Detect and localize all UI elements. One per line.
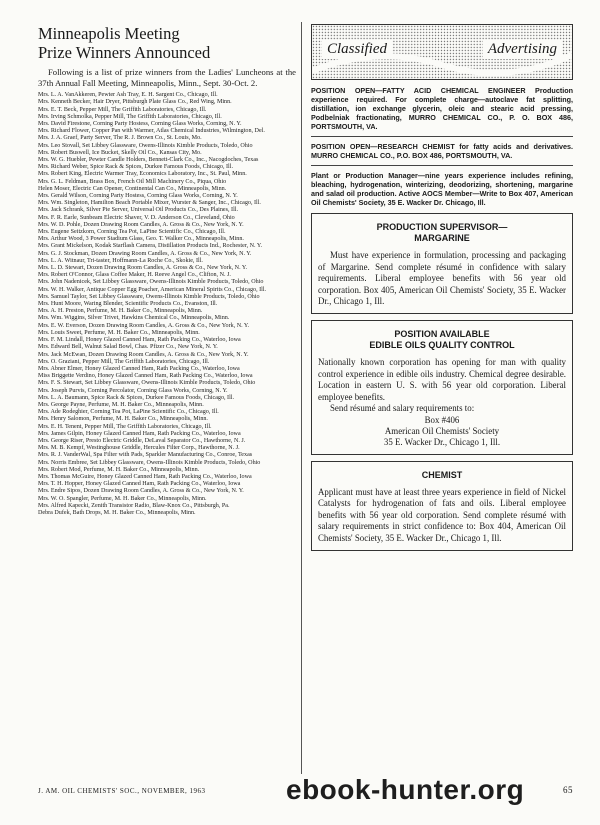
box-body: Applicant must have at least three years experience in field of Nickel Catalysts for hydrogenation of fats and oils. Liberal employee benefits with 56 year old corporation. Send complete résumé with salary requirements in strict confidence to: Box 404, American Oil Chemists' Society, 35 E. Wacker Dr., Chicago 1, Ill. (318, 486, 566, 543)
winner-entry: Mrs. F. R. Earle, Sunbeam Electric Shaver, V. D. Anderson Co., Cleveland, Ohio (38, 214, 235, 221)
box-title (318, 329, 566, 351)
winner-entry: Mrs. A. H. Preston, Perfume, M. H. Baker Co., Minneapolis, Minn. (38, 308, 203, 315)
winner-entry: Mrs. Kenneth Becker, Hair Dryer, Pittsburgh Plate Glass Co., Red Wing, Minn. (38, 99, 232, 106)
box-title-line: PRODUCTION SUPERVISOR— (376, 222, 508, 232)
winner-entry: Mrs. Irving Schmolka, Pepper Mill, The Griffith Laboratories, Chicago, Ill. (38, 113, 222, 120)
winner-entry: Mrs. E. H. Tenent, Pepper Mill, The Griffith Laboratories, Chicago, Ill. (38, 423, 212, 430)
winner-entry: Mrs. W. H. Walker, Antique Copper Egg Poacher, American Mineral Spirits Co., Chicago, Ill. (38, 286, 267, 293)
box-body: Nationally known corporation has opening for man with quality control experience in edible oils industry. Chemical degree desirable. Location in eastern U. S. with 56 year old corporation. Liberal employee benefits. (318, 356, 566, 402)
box-send-line: Send résumé and salary requirements to: (330, 403, 475, 414)
banner-word-advertising: Advertising (483, 40, 562, 59)
winner-entry: Mrs. F. M. Lindall, Honey Glazed Canned Ham, Rath Packing Co., Waterloo, Iowa (38, 337, 241, 344)
ad-fatty-acid-engineer: POSITION OPEN—FATTY ACID CHEMICAL ENGINEER Production experience required. For complete charge—autoclave fat splitting, distillation, ion exchange glycerin, oleic and stearic acid pressing, Podbelniak fractionating, MURRO CHEMICAL CO., P. O. BOX 486, PORTSMOUTH, VA. (311, 86, 573, 131)
winner-entry: Mrs. Robert Mod, Perfume, M. H. Baker Co., Minneapolis, Minn. (38, 466, 200, 473)
winner-entry: Mrs. Robert Buswell, Ice Bucket, Skelly Oil Co., Kansas City, Mo. (38, 149, 202, 156)
watermark: ebook-hunter.org (286, 774, 525, 805)
winner-entry: Mrs. Hunt Moore, Waring Blender, Scientific Products Co., Evanston, Ill. (38, 301, 218, 308)
winner-entry: Mrs. M. B. Kempf, Westinghouse Griddle, Hercules Filter Corp., Hawthorne, N. J. (38, 445, 240, 452)
box-address-line: Box #406 (424, 414, 460, 425)
box-title-line: EDIBLE OILS QUALITY CONTROL (369, 339, 515, 350)
winner-entry: Mrs. O. Graziani, Pepper Mill, The Griffith Laboratories, Chicago, Ill. (38, 358, 210, 365)
article-intro: Following is a list of prize winners from the Ladies' Luncheons at the 37th Annual Fall Meeting, Minneapolis, Minn., Sept. 30-Oct. 2. (38, 67, 296, 88)
winner-entry: Mrs. James Gilpin, Honey Glazed Canned Ham, Rath Packing Co., Waterloo, Iowa (38, 430, 241, 437)
classified-column (311, 24, 573, 551)
winner-entry: Mrs. Alfred Kapecki, Zenith Transistor Radio, Blaw-Knox Co., Pittsburgh, Pa. (38, 502, 230, 509)
column-divider (301, 22, 302, 774)
winner-entry: Mrs. W. O. Spangler, Perfume, M. H. Baker Co., Minneapolis, Minn. (38, 495, 207, 502)
page-number: 65 (563, 785, 573, 795)
ad-plant-manager: Plant or Production Manager—nine years experience includes refining, bleaching, hydrogenation, winterizing, deodorizing, shortening, margarine and salad oil production. Active AOCS Member—Write to Box 407, American Oil Chemists' Society, 35 E. Wacker Dr. Chicago, Ill. (311, 171, 573, 207)
winner-entry: Debra Dufek, Bath Drops, M. H. Baker Co., Minneapolis, Minn. (38, 509, 196, 516)
winner-entry: Mrs. Thomas McGuire, Honey Glazed Canned Ham, Rath Packing Co., Waterloo, Iowa (38, 473, 252, 480)
winner-entry: Mrs. F. S. Stewart, Set Libbey Glassware, Owens-Illinois Kimble Products, Toledo, Ohio (38, 380, 256, 387)
winner-entry: Mrs. G. J. Stockman, Dozen Drawing Room Candles, A. Gross & Co., New York, N. Y. (38, 250, 252, 257)
winner-entry: Mrs. George Riser, Presto Electric Griddle, DeLaval Separator Co., Hawthorne, N. J. (38, 437, 246, 444)
ad-research-chemist: POSITION OPEN—RESEARCH CHEMIST for fatty acids and derivatives. MURRO CHEMICAL CO., P.O. BOX 486, PORTSMOUTH, VA. (311, 142, 573, 160)
winner-entry: Mrs. Samuel Taylor, Set Libbey Glassware, Owens-Illinois Kimble Products, Toledo, Ohio (38, 293, 260, 300)
winner-entry: Mrs. Norris Embree, Set Libbey Glassware, Owens-Illinois Kimble Products, Toledo, Ohio (38, 459, 261, 466)
winner-entry: Mrs. Louis Sweet, Perfume, M. H. Baker Co., Minneapolis, Minn. (38, 329, 200, 336)
winner-entry: Mrs. Eugene Seitzkorn, Corning Tea Pot, LaPine Scientific Co., Chicago, Ill. (38, 229, 226, 236)
prize-winners-column (38, 24, 296, 517)
classified-banner (311, 24, 573, 80)
winner-entry: Mrs. Abner Elmer, Honey Glazed Canned Ham, Rath Packing Co., Waterloo, Iowa (38, 365, 240, 372)
winner-entry: Mrs. Jack Schrank, Silver Pie Server, Universal Oil Products Co., Des Plaines, Ill. (38, 207, 238, 214)
winner-entry: Mrs. John Nadenicek, Set Libbey Glassware, Owens-Illinois Kimble Products, Toledo, Ohio (38, 279, 264, 286)
winner-entry: Mrs. Richard Flower, Copper Pan with Warmer, Atlas Chemical Industries, Wilmington, Del. (38, 128, 265, 135)
winner-entry: Mrs. J. A. Graef, Party Server, The R. J. Brown Co., St. Louis, Mo. (38, 135, 202, 142)
ad-separator (311, 136, 573, 137)
article-title (38, 24, 296, 62)
journal-citation: J. AM. OIL CHEMISTS' SOC., NOVEMBER, 1963 (38, 787, 206, 795)
winner-entry: Mrs. Henry Salomon, Perfume, M. H. Baker Co., Minneapolis, Minn. (38, 416, 208, 423)
winner-entry: Miss Briggette Verdino, Honey Glazed Canned Ham, Rath Packing Co., Waterloo, Iowa (38, 373, 253, 380)
winner-entry: Mrs. R. J. VanderWal, Spa Filter with Pads, Sparkler Manufacturing Co., Conroe, Texas (38, 452, 253, 459)
winner-entry: Mrs. David Firestone, Corning Party Hostess, Corning Glass Works, Corning, N. Y. (38, 121, 242, 127)
ad-box-production-supervisor (311, 213, 573, 314)
winner-entry: Mrs. Robert O'Connor, Glass Coffee Maker, H. Reeve Angel Co., Clifton, N. J. (38, 272, 231, 279)
box-title-line: POSITION AVAILABLE (394, 328, 490, 339)
winners-list (38, 92, 296, 517)
winner-entry: Mrs. George Payne, Perfume, M. H. Baker Co., Minneapolis, Minn. (38, 401, 204, 408)
winner-entry: Mrs. Endre Sipos, Dozen Drawing Room Candles, A. Gross & Co., New York, N. Y. (38, 488, 244, 495)
box-address-line: American Oil Chemists' Society (384, 426, 500, 437)
winner-entry: Mrs. G. L. Feldman, Brass Box, French Oil Mill Machinery Co., Piqua, Ohio (38, 178, 227, 185)
winner-entry: Mrs. Grant Mickelson, Kodak Starflash Camera, Distillation Products Ind., Rochester, N. Y. (38, 243, 263, 250)
box-title: CHEMIST (421, 469, 463, 480)
title-line-1: Minneapolis Meeting (38, 24, 180, 43)
box-title-line: MARGARINE (414, 233, 470, 243)
box-title (318, 222, 566, 244)
winner-entry: Mrs. L. D. Stewart, Dozen Drawing Room Candles, A. Gross & Co., New York, N. Y. (38, 265, 248, 272)
winner-entry: Mrs. Ade Rodeghier, Corning Tea Pot, LaPine Scientific Co., Chicago, Ill. (38, 409, 219, 416)
winner-entry: Mrs. L. A. VanAkkeren, Pewter Ash Tray, E. H. Sargent Co., Chicago, Ill. (38, 92, 218, 99)
winner-entry: Mrs. Arthur Wood, 3 Power Stadium Glass, Geo. T. Walker Co., Minneapolis, Minn. (38, 236, 244, 243)
box-body: Must have experience in formulation, processing and packaging of Margarine. Send complete résumé in confidence with salary requirements. Liberal employee benefits with 56 year old corporation. Box 405, American Oil Chemists' Society, 35 E. Wacker Dr., Chicago 1, Ill. (318, 250, 566, 307)
ad-box-chemist (311, 461, 573, 551)
winner-entry: Mrs. Gerald Wilson, Corning Party Hostess, Corning Glass Works, Corning, N. Y. (38, 193, 238, 200)
winner-entry: Mrs. W. G. Huebler, Pewter Candle Holders, Bennett-Clark Co., Inc., Nacogdoches, Texas (38, 157, 259, 164)
winner-entry: Mrs. T. H. Hopper, Honey Glazed Canned Ham, Rath Packing Co., Waterloo, Iowa (38, 481, 241, 488)
winner-entry: Mrs. Richard Weber, Spice Rack & Spices, Durkee Famous Foods, Chicago, Ill. (38, 164, 233, 171)
winner-entry: Mrs. Wm. Wiggins, Silver Trivet, Hawkins Chemical Co., Minneapolis, Minn. (38, 315, 230, 322)
winner-entry: Mrs. L. A. Baumann, Spice Rack & Spices, Durkee Famous Foods, Chicago, Ill. (38, 394, 234, 401)
winner-entry: Mrs. L. A. Witnaur, Tri-taster, Hoffmann-La Roche Co., Skokie, Ill. (38, 257, 203, 264)
winner-entry: Mrs. Joseph Purvis, Corning Percolator, Corning Glass Works, Corning, N. Y. (38, 387, 228, 394)
winner-entry: Mrs. E. T. Beck, Pepper Mill, The Griffith Laboratories, Chicago, Ill. (38, 106, 207, 113)
title-line-2: Prize Winners Announced (38, 43, 211, 62)
winner-entry: Mrs. Wm. Singleton, Hamilton Beach Portable Mixer, Wurster & Sanger, Inc., Chicago, Ill. (38, 200, 261, 207)
box-address-line: 35 E. Wacker Dr., Chicago 1, Ill. (383, 437, 501, 448)
winner-entry: Mrs. Leo Stovall, Set Libbey Glassware, Owens-Illinois Kimble Products, Toledo, Ohio (38, 142, 253, 149)
winner-entry: Mrs. Jack McEwan, Dozen Drawing Room Candles, A. Gross & Co., New York, N. Y. (38, 351, 249, 358)
ad-separator (311, 165, 573, 166)
winner-entry: Mrs. Robert King, Electric Warmer Tray, Economics Laboratory, Inc., St. Paul, Minn. (38, 171, 247, 178)
ad-box-quality-control (311, 320, 573, 455)
winner-entry: Mrs. E. W. Everson, Dozen Drawing Room Candles, A. Gross & Co., New York, N. Y. (38, 322, 250, 329)
winner-entry: Helen Moser, Electric Can Opener, Continental Can Co., Minneapolis, Minn. (38, 185, 227, 192)
banner-word-classified: Classified (322, 40, 392, 59)
winner-entry: Mrs. W. D. Pohle, Dozen Drawing Room Candles, A. Gross & Co., New York, N. Y. (38, 221, 244, 228)
winner-entry: Mrs. Edward Bell, Walnut Salad Bowl, Chas. Pfizer Co., New York, N. Y. (38, 344, 218, 351)
